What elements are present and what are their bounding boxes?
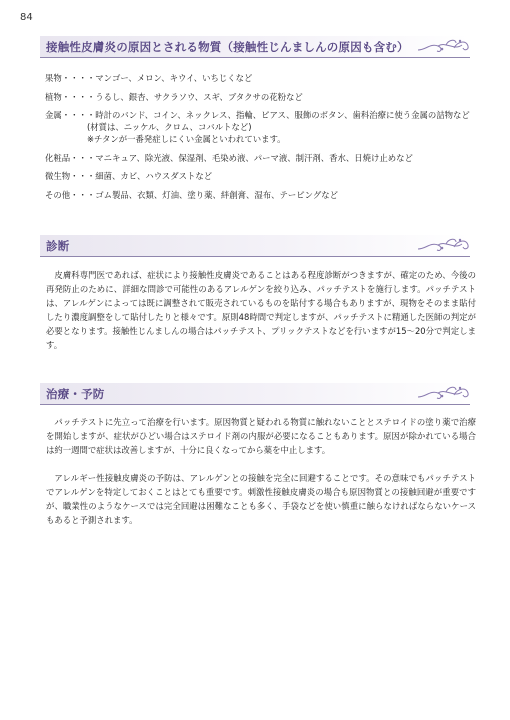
prevention-paragraph: アレルギー性接触皮膚炎の予防は、アレルゲンとの接触を完全に回避することです。その意味でもパッチテストでアレルゲンを特定しておくことはとても重要です。刺激性接触皮膚炎の場合も原因物質との接触回避が重要ですが、職業性のようなケースでは完全回避は困難なことも多く、手袋などを使い慎重に触らなければならないケースもあると予測されます。 [46, 473, 476, 525]
section-title: 治療・予防 [46, 387, 105, 401]
list-item: 金属・・・・時計のバンド、コイン、ネックレス、指輪、ピアス、服飾のボタン、歯科治療に使う金属の詰物など (材質は、ニッケル、クロム、コバルトなど) ※チタンが一番発症しにくい金属といわれています。 [45, 110, 470, 144]
page-number: 84 [20, 12, 33, 23]
treatment-paragraph: パッチテストに先立って治療を行います。原因物質と疑われる物質に触れないこととステロイドの塗り薬で治療を開始しますが、症状がひどい場合はステロイド剤の内服が必要になることもあります。原因が除かれている場合は約一週間で症状は改善しますが、十分に良くなってから薬を中止します。 [46, 417, 476, 455]
list-item: 化粧品・・・マニキュア、除光液、保湿剤、毛染め液、パーマ液、制汗剤、香水、日焼け止めなど [45, 152, 413, 163]
ornamental-flourish-icon [416, 384, 470, 402]
diagnosis-paragraph: 皮膚科専門医であれば、症状により接触性皮膚炎であることはある程度診断がつきますが、確定のため、今後の再発防止のために、詳細な問診で可能性のあるアレルゲンを絞り込み、パッチテストを施行します。パッチテストは、アレルゲンによっては既に調整されて販売されているものを貼付する場合もありますが、現物をそのまま貼付したり濃度調整をして貼付したりと様々です。原則48時間で判定しますが、パッチテストに精通した医師の判定が必要となります。接触性じんましんの場合はパッチテスト、プリックテストなどを行いますが15〜20分で判定します。 [46, 270, 476, 350]
section-title: 診断 [46, 239, 70, 253]
cause-list [45, 72, 470, 207]
list-item: 果物・・・・マンゴー、メロン、キウイ、いちじくなど [45, 73, 253, 83]
list-item: 微生物・・・細菌、カビ、ハウスダストなど [45, 171, 213, 181]
section-header-diagnosis [40, 235, 470, 257]
section-title: 接触性皮膚炎の原因とされる物質（接触性じんましんの原因も含む） [46, 40, 409, 54]
list-item: 植物・・・・うるし、銀杏、サクラソウ、スギ、ブタクサの花粉など [45, 91, 303, 102]
section-header-causes [40, 36, 470, 58]
list-item: その他・・・ゴム製品、衣類、灯油、塗り薬、絆創膏、湿布、テーピングなど [45, 189, 338, 200]
ornamental-flourish-icon [416, 37, 470, 55]
ornamental-flourish-icon [416, 236, 470, 254]
section-header-treatment [40, 383, 470, 405]
